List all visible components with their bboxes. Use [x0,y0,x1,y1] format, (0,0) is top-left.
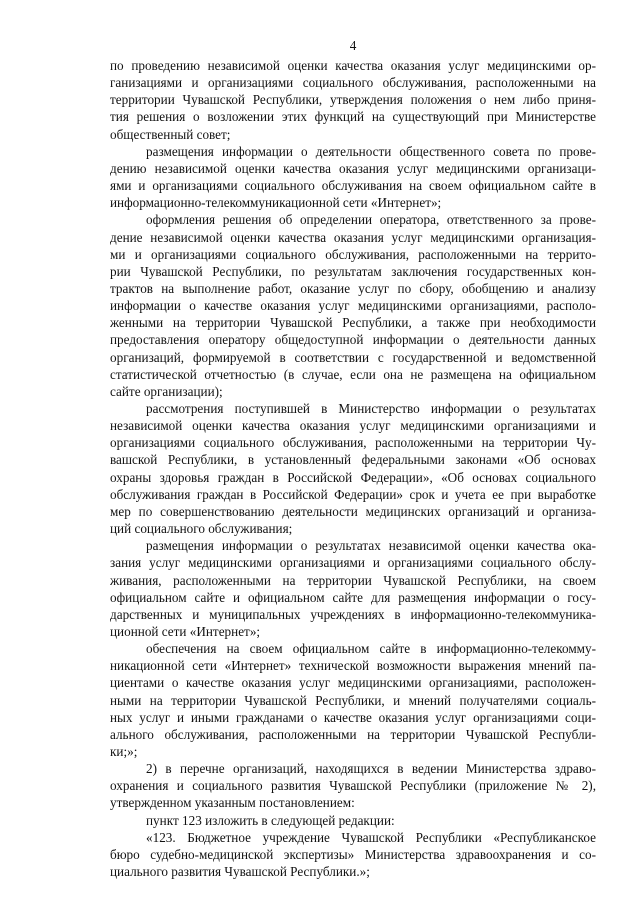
text-line: утвержденном указанным постановлением: [110,795,355,811]
text-line: «123. Бюджетное учреждение Чувашской Республики «Республиканское [146,829,596,845]
text-line: территории Чувашской Республики, утверждения положения о нем либо приня- [110,92,596,108]
text-line: мер по совершенствованию деятельности медицинских организаций и организа- [110,503,596,519]
text-line: тия решения о возложении этих функций на существующий при Министерстве [110,109,596,125]
text-line: ных услуг и иными гражданами о качестве оказания услуг организациями соци- [110,709,596,725]
text-line: размещения информации о деятельности общественного совета по прове- [146,143,596,159]
text-line: ки;»; [110,744,138,759]
text-line: никационной сети «Интернет» технической возможности выражения мнений па- [110,658,596,674]
text-line: обслуживания граждан в Российской Федерации» срок и учета ее при выработке [110,486,596,502]
text-line: информации о качестве оказания услуг медицинскими организациями, располо- [110,298,596,314]
text-line: пункт 123 изложить в следующей редакции: [146,812,395,828]
text-line: охранения и социального развития Чувашской Республики (приложение № 2), [110,778,596,794]
text-line: рии Чувашской Республики, по результатам заключения государственных кон- [110,263,596,279]
text-line: по проведению независимой оценки качества оказания услуг медицинскими ор- [110,58,596,73]
text-line: вашской Республики, в установленный федеральными законами «Об основах [110,452,596,468]
text-line: циального развития Чувашской Республики.»; [110,864,370,880]
text-line: ционной сети «Интернет»; [110,623,261,639]
text-line: оформления решения об определении оператора, ответственного за прове- [146,212,596,228]
text-line: организациями социального обслуживания, расположенными на территории Чу- [110,435,596,451]
text-line: обеспечения на своем официальном сайте в информационно-телекомму- [146,641,596,657]
text-line: 2) в перечне организаций, находящихся в ведении Министерства здраво- [146,761,596,777]
text-line: ального обслуживания, расположенными на территории Чувашской Республи- [110,726,596,742]
text-line: трактов на выполнение работ, оказание услуг по сбору, обобщению и анализу [110,280,596,296]
text-line: статистической отчетностью (в случае, если она не размещена на официальном [110,366,596,382]
text-line: размещения информации о результатах независимой оценки качества ока- [146,538,596,554]
text-line: дение независимой оценки качества оказания услуг медицинскими организация- [110,229,596,245]
text-line: ганизациями и организациями социального обслуживания, расположенными на [110,75,596,91]
text-line: независимой оценки качества оказания услуг медицинскими организациями и [110,418,596,434]
text-line: ций социального обслуживания; [110,521,293,537]
text-line: ями и организациями социального обслуживания на своем официальном сайте в [110,178,596,194]
text-line: рассмотрения поступившей в Министерство информации о результатах [146,401,596,416]
text-line: предоставления оператору общедоступной информации о деятельности данных [110,332,596,348]
text-line: бюро судебно-медицинской экспертизы» Министерства здравоохранения и со- [110,846,596,862]
text-line: женными на территории Чувашской Республики, а также при необходимости [110,315,596,331]
text-line: циентами о качестве оказания услуг медицинскими организациями, расположен- [110,675,596,691]
text-line: зания услуг медицинскими организациями и организациями социального обслу- [110,555,596,571]
text-line: официальном сайте и официальном сайте для размещения информации о госу- [110,589,596,605]
text-line: охраны здоровья граждан в Российской Федерации», «Об основах социального [110,469,596,485]
text-line: организаций, формируемой в соответствии с государственной и ведомственной [110,349,596,365]
text-line: сайте организации); [110,383,223,399]
text-line: ными на территории Чувашской Республики, и мнений получателями социаль- [110,692,596,708]
text-line: дению независимой оценки качества оказания услуг медицинскими организаци- [110,160,596,176]
page-number: 4 [349,38,357,53]
text-line: ми и организациями социального обслуживания, расположенными на террито- [110,246,596,262]
text-line: живания, расположенными на территории Чувашской Республики, на своем [110,572,596,588]
text-line: информационно-телекоммуникационной сети «Интернет»; [110,195,442,211]
text-line: общественный совет; [110,126,231,142]
text-line: дарственных и муниципальных учреждениях в информационно-телекоммуника- [110,606,596,622]
